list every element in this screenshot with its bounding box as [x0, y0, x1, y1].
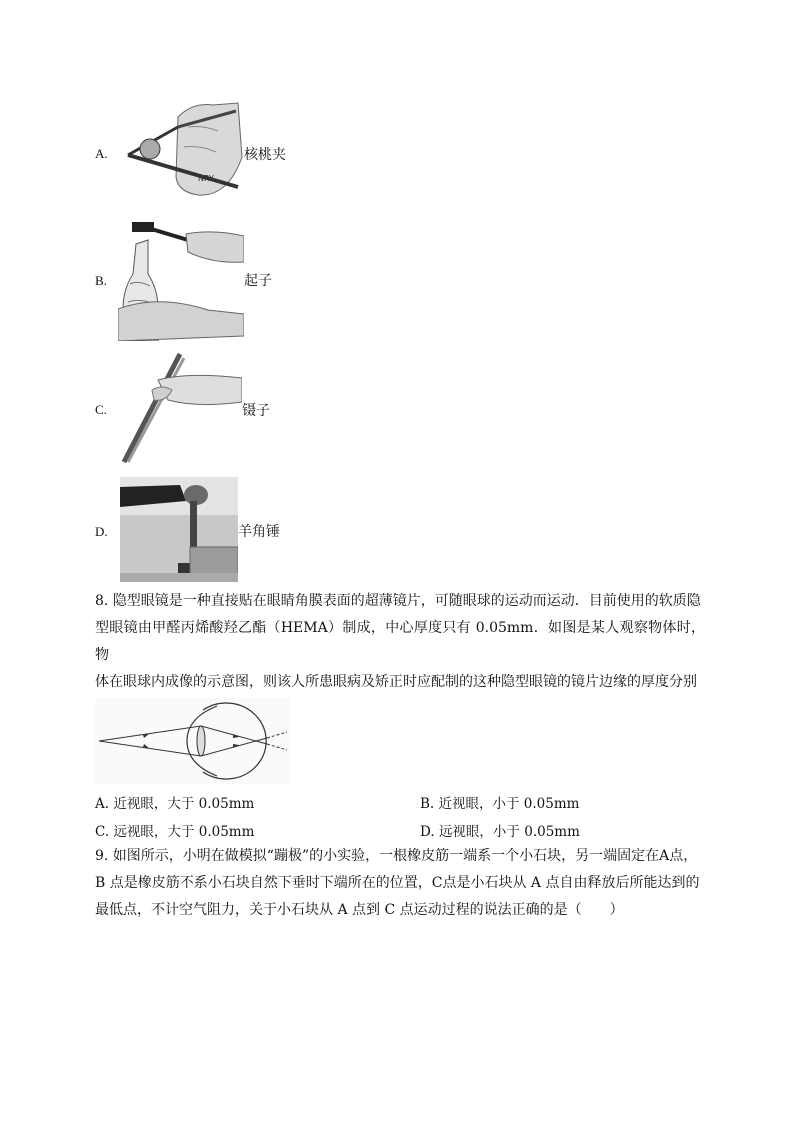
question-9-text	[95, 843, 705, 924]
q8-choice-b[interactable]: B. 近视眼，小于 0.05mm	[420, 796, 580, 812]
option-d-letter: D.	[95, 524, 108, 539]
q8-choice-a[interactable]: A. 近视眼，大于 0.05mm	[95, 796, 255, 812]
option-c-letter: C.	[95, 402, 107, 417]
question-8-line-3: 体在眼球内成像的示意图，则该人所患眼病及矫正时应配制的这种隐型眼镜的镜片边缘的厚度分别	[95, 674, 697, 690]
option-d-label: 羊角锤	[238, 524, 280, 540]
option-a-letter: A.	[95, 146, 108, 161]
option-b-label: 起子	[244, 273, 272, 289]
question-9-line-2: B 点是橡皮筋不系小石块自然下垂时下端所在的位置，C点是小石块从 A 点自由释放后所能达到的	[95, 875, 700, 891]
nutcracker-image	[118, 97, 244, 203]
eye-ray-diagram	[95, 698, 290, 784]
question-9-line-3: 最低点，不计空气阻力，关于小石块从 A 点到 C 点运动过程的说法正确的是（ ）	[95, 902, 624, 918]
tweezers-image	[118, 350, 242, 466]
claw-hammer-image	[120, 477, 238, 582]
question-8-line-2: 型眼镜由甲醛丙烯酸羟乙酯（HEMA）制成，中心厚度只有 0.05mm．如图是某人观察物体时，物	[95, 620, 705, 663]
nutcracker-engraving: NRY	[198, 174, 214, 183]
question-9-line-1: 9. 如图所示，小明在做模拟“蹦极”的小实验，一根橡皮筋一端系一个小石块，另一端固定在A点，	[95, 848, 698, 864]
option-a-label: 核桃夹	[244, 147, 286, 163]
question-8-line-1: 8. 隐型眼镜是一种直接贴在眼睛角膜表面的超薄镜片，可随眼球的运动而运动．目前使用的软质隐	[95, 593, 701, 609]
q8-choice-d[interactable]: D. 远视眼，小于 0.05mm	[420, 824, 580, 840]
option-b-letter: B.	[95, 273, 107, 288]
option-c-label: 镊子	[242, 403, 270, 419]
q8-choice-c[interactable]: C. 远视眼，大于 0.05mm	[95, 824, 255, 840]
bottle-opener-image	[118, 214, 244, 341]
